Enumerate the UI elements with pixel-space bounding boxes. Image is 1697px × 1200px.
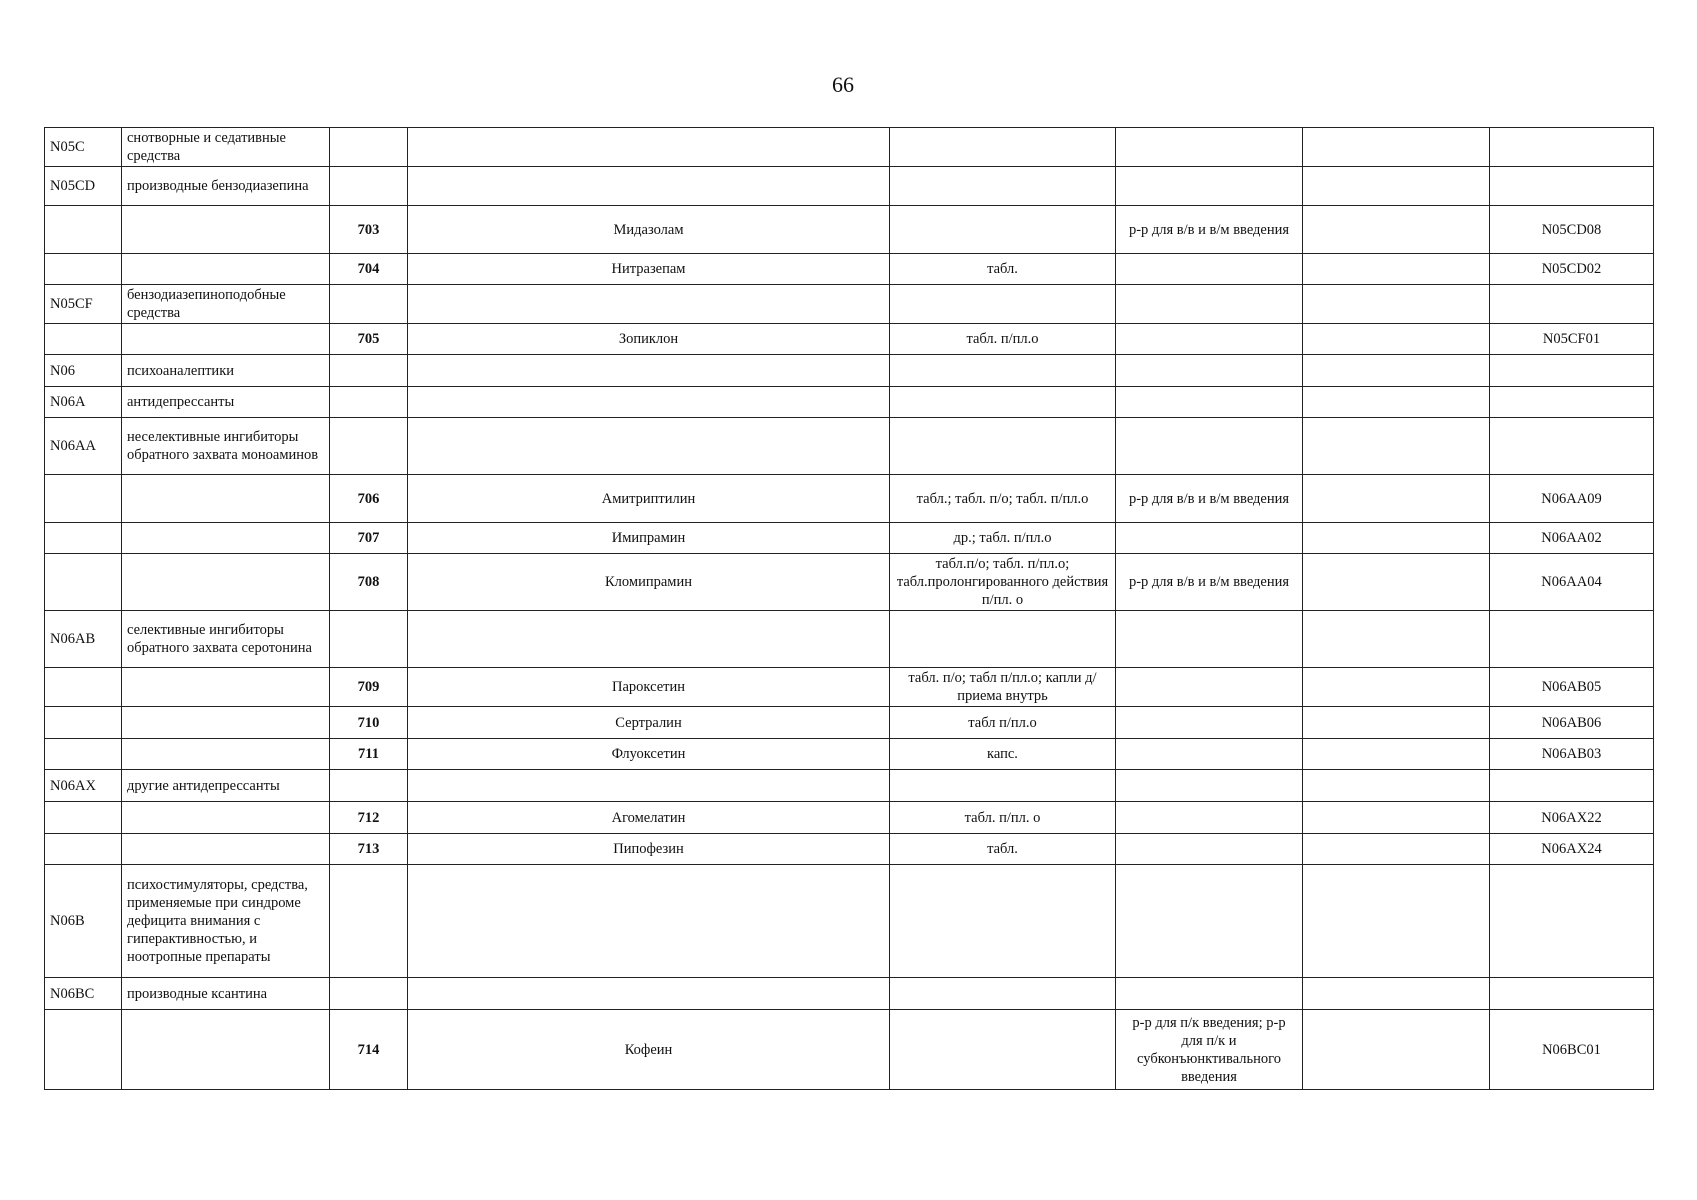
extra-cell — [1303, 770, 1490, 802]
drug-name-cell — [408, 865, 890, 978]
atc-group-cell: N06AX — [45, 770, 122, 802]
extra-cell — [1303, 475, 1490, 523]
atc-group-cell — [45, 834, 122, 865]
atc-code-cell — [1490, 387, 1654, 418]
drug-number-cell — [330, 770, 408, 802]
injection-form-cell — [1116, 254, 1303, 285]
atc-group-cell: N06AB — [45, 611, 122, 668]
dosage-form-cell: табл. — [890, 254, 1116, 285]
extra-cell — [1303, 167, 1490, 206]
drug-number-cell: 711 — [330, 739, 408, 770]
extra-cell — [1303, 834, 1490, 865]
injection-form-cell: р-р для п/к введения; р-р для п/к и субконъюнктивального введения — [1116, 1010, 1303, 1090]
group-name-cell — [122, 707, 330, 739]
injection-form-cell — [1116, 668, 1303, 707]
drug-name-cell — [408, 978, 890, 1010]
drug-name-cell — [408, 355, 890, 387]
atc-code-cell — [1490, 865, 1654, 978]
drug-number-cell — [330, 611, 408, 668]
group-name-cell — [122, 668, 330, 707]
table-row — [45, 554, 1654, 611]
atc-group-cell — [45, 554, 122, 611]
extra-cell — [1303, 739, 1490, 770]
atc-code-cell — [1490, 978, 1654, 1010]
drug-name-cell: Нитразепам — [408, 254, 890, 285]
drug-name-cell — [408, 167, 890, 206]
atc-code-cell: N05CF01 — [1490, 324, 1654, 355]
table-row — [45, 167, 1654, 206]
drug-name-cell — [408, 770, 890, 802]
extra-cell — [1303, 285, 1490, 324]
dosage-form-cell: табл. п/пл. о — [890, 802, 1116, 834]
injection-form-cell — [1116, 834, 1303, 865]
drug-number-cell — [330, 128, 408, 167]
atc-code-cell: N06AX24 — [1490, 834, 1654, 865]
atc-code-cell — [1490, 355, 1654, 387]
group-name-cell: другие антидепрессанты — [122, 770, 330, 802]
drug-number-cell: 709 — [330, 668, 408, 707]
drug-name-cell — [408, 418, 890, 475]
atc-code-cell — [1490, 128, 1654, 167]
dosage-form-cell — [890, 128, 1116, 167]
atc-code-cell — [1490, 285, 1654, 324]
drug-name-cell: Флуоксетин — [408, 739, 890, 770]
injection-form-cell: р-р для в/в и в/м введения — [1116, 554, 1303, 611]
group-name-cell: психоаналептики — [122, 355, 330, 387]
extra-cell — [1303, 978, 1490, 1010]
dosage-form-cell — [890, 865, 1116, 978]
injection-form-cell — [1116, 523, 1303, 554]
drug-name-cell: Амитриптилин — [408, 475, 890, 523]
table-row — [45, 206, 1654, 254]
dosage-form-cell — [890, 167, 1116, 206]
dosage-form-cell: табл.п/о; табл. п/пл.о; табл.пролонгированного действия п/пл. о — [890, 554, 1116, 611]
group-name-cell: психостимуляторы, средства, применяемые при синдроме дефицита внимания с гиперактивностью, и ноотропные препараты — [122, 865, 330, 978]
dosage-form-cell — [890, 611, 1116, 668]
atc-group-cell: N06B — [45, 865, 122, 978]
table-row — [45, 475, 1654, 523]
drug-number-cell — [330, 387, 408, 418]
atc-code-cell: N05CD02 — [1490, 254, 1654, 285]
drug-name-cell — [408, 611, 890, 668]
group-name-cell: снотворные и седативные средства — [122, 128, 330, 167]
drug-name-cell: Агомелатин — [408, 802, 890, 834]
atc-group-cell: N06 — [45, 355, 122, 387]
dosage-form-cell — [890, 418, 1116, 475]
drug-number-cell — [330, 865, 408, 978]
extra-cell — [1303, 707, 1490, 739]
drug-name-cell: Имипрамин — [408, 523, 890, 554]
dosage-form-cell: табл. п/о; табл п/пл.о; капли д/приема внутрь — [890, 668, 1116, 707]
table-row — [45, 1010, 1654, 1090]
atc-group-cell: N05CF — [45, 285, 122, 324]
extra-cell — [1303, 206, 1490, 254]
drug-name-cell: Пипофезин — [408, 834, 890, 865]
extra-cell — [1303, 418, 1490, 475]
atc-code-cell: N06AX22 — [1490, 802, 1654, 834]
drug-name-cell: Кофеин — [408, 1010, 890, 1090]
dosage-form-cell: табл. — [890, 834, 1116, 865]
atc-group-cell — [45, 324, 122, 355]
table-row — [45, 739, 1654, 770]
group-name-cell — [122, 475, 330, 523]
atc-group-cell: N06A — [45, 387, 122, 418]
table-row — [45, 324, 1654, 355]
atc-group-cell: N05CD — [45, 167, 122, 206]
atc-code-cell: N06AA04 — [1490, 554, 1654, 611]
atc-group-cell — [45, 475, 122, 523]
table-body — [45, 128, 1654, 1090]
drug-name-cell — [408, 285, 890, 324]
drug-number-cell: 704 — [330, 254, 408, 285]
dosage-form-cell: табл. п/пл.о — [890, 324, 1116, 355]
injection-form-cell — [1116, 770, 1303, 802]
drug-number-cell: 710 — [330, 707, 408, 739]
atc-group-cell: N06BC — [45, 978, 122, 1010]
dosage-form-cell — [890, 978, 1116, 1010]
page-number: 66 — [832, 72, 854, 97]
dosage-form-cell — [890, 355, 1116, 387]
table-row — [45, 355, 1654, 387]
atc-code-cell: N06AA09 — [1490, 475, 1654, 523]
injection-form-cell — [1116, 611, 1303, 668]
atc-code-cell — [1490, 167, 1654, 206]
extra-cell — [1303, 254, 1490, 285]
dosage-form-cell — [890, 206, 1116, 254]
group-name-cell: бензодиазепиноподобные средства — [122, 285, 330, 324]
injection-form-cell — [1116, 802, 1303, 834]
atc-group-cell — [45, 254, 122, 285]
atc-code-cell: N06AA02 — [1490, 523, 1654, 554]
table-row — [45, 285, 1654, 324]
table-row — [45, 523, 1654, 554]
table-row — [45, 978, 1654, 1010]
table-row — [45, 834, 1654, 865]
dosage-form-cell — [890, 285, 1116, 324]
drug-number-cell — [330, 167, 408, 206]
injection-form-cell — [1116, 387, 1303, 418]
drug-name-cell — [408, 387, 890, 418]
atc-code-cell: N06AB03 — [1490, 739, 1654, 770]
group-name-cell — [122, 206, 330, 254]
table-row — [45, 611, 1654, 668]
atc-code-cell: N06AB05 — [1490, 668, 1654, 707]
group-name-cell — [122, 834, 330, 865]
drug-name-cell — [408, 128, 890, 167]
table-row — [45, 770, 1654, 802]
dosage-form-cell: табл п/пл.о — [890, 707, 1116, 739]
table-row — [45, 865, 1654, 978]
dosage-form-cell: капс. — [890, 739, 1116, 770]
atc-code-cell: N06AB06 — [1490, 707, 1654, 739]
table-row — [45, 254, 1654, 285]
injection-form-cell — [1116, 978, 1303, 1010]
group-name-cell: антидепрессанты — [122, 387, 330, 418]
dosage-form-cell — [890, 770, 1116, 802]
drug-table — [44, 127, 1654, 1090]
atc-code-cell — [1490, 611, 1654, 668]
group-name-cell — [122, 324, 330, 355]
drug-name-cell: Пароксетин — [408, 668, 890, 707]
injection-form-cell: р-р для в/в и в/м введения — [1116, 206, 1303, 254]
drug-name-cell: Сертралин — [408, 707, 890, 739]
injection-form-cell — [1116, 324, 1303, 355]
extra-cell — [1303, 611, 1490, 668]
atc-group-cell — [45, 707, 122, 739]
atc-group-cell — [45, 206, 122, 254]
drug-number-cell: 712 — [330, 802, 408, 834]
injection-form-cell — [1116, 739, 1303, 770]
atc-group-cell — [45, 523, 122, 554]
drug-number-cell: 708 — [330, 554, 408, 611]
atc-code-cell — [1490, 770, 1654, 802]
table-row — [45, 707, 1654, 739]
group-name-cell — [122, 554, 330, 611]
extra-cell — [1303, 128, 1490, 167]
injection-form-cell — [1116, 128, 1303, 167]
group-name-cell — [122, 802, 330, 834]
atc-group-cell — [45, 739, 122, 770]
atc-code-cell — [1490, 418, 1654, 475]
drug-number-cell — [330, 355, 408, 387]
drug-number-cell: 706 — [330, 475, 408, 523]
group-name-cell: селективные ингибиторы обратного захвата серотонина — [122, 611, 330, 668]
drug-number-cell: 707 — [330, 523, 408, 554]
extra-cell — [1303, 865, 1490, 978]
group-name-cell: производные ксантина — [122, 978, 330, 1010]
extra-cell — [1303, 554, 1490, 611]
extra-cell — [1303, 324, 1490, 355]
group-name-cell: производные бензодиазепина — [122, 167, 330, 206]
drug-name-cell: Кломипрамин — [408, 554, 890, 611]
drug-name-cell: Зопиклон — [408, 324, 890, 355]
extra-cell — [1303, 387, 1490, 418]
extra-cell — [1303, 523, 1490, 554]
atc-code-cell: N05CD08 — [1490, 206, 1654, 254]
injection-form-cell — [1116, 285, 1303, 324]
atc-code-cell: N06BC01 — [1490, 1010, 1654, 1090]
dosage-form-cell: др.; табл. п/пл.о — [890, 523, 1116, 554]
drug-name-cell: Мидазолам — [408, 206, 890, 254]
dosage-form-cell — [890, 1010, 1116, 1090]
atc-group-cell: N05C — [45, 128, 122, 167]
injection-form-cell: р-р для в/в и в/м введения — [1116, 475, 1303, 523]
group-name-cell — [122, 739, 330, 770]
table-row — [45, 387, 1654, 418]
dosage-form-cell — [890, 387, 1116, 418]
drug-number-cell: 713 — [330, 834, 408, 865]
injection-form-cell — [1116, 865, 1303, 978]
table-row — [45, 128, 1654, 167]
injection-form-cell — [1116, 355, 1303, 387]
group-name-cell: неселективные ингибиторы обратного захвата моноаминов — [122, 418, 330, 475]
table-row — [45, 668, 1654, 707]
atc-group-cell — [45, 802, 122, 834]
extra-cell — [1303, 668, 1490, 707]
drug-number-cell: 705 — [330, 324, 408, 355]
atc-group-cell — [45, 668, 122, 707]
drug-number-cell — [330, 418, 408, 475]
injection-form-cell — [1116, 707, 1303, 739]
table-row — [45, 418, 1654, 475]
drug-number-cell — [330, 285, 408, 324]
extra-cell — [1303, 355, 1490, 387]
extra-cell — [1303, 1010, 1490, 1090]
atc-group-cell — [45, 1010, 122, 1090]
drug-number-cell: 714 — [330, 1010, 408, 1090]
drug-number-cell: 703 — [330, 206, 408, 254]
injection-form-cell — [1116, 418, 1303, 475]
extra-cell — [1303, 802, 1490, 834]
atc-group-cell: N06AA — [45, 418, 122, 475]
dosage-form-cell: табл.; табл. п/о; табл. п/пл.о — [890, 475, 1116, 523]
table-row — [45, 802, 1654, 834]
group-name-cell — [122, 1010, 330, 1090]
injection-form-cell — [1116, 167, 1303, 206]
drug-number-cell — [330, 978, 408, 1010]
group-name-cell — [122, 523, 330, 554]
group-name-cell — [122, 254, 330, 285]
